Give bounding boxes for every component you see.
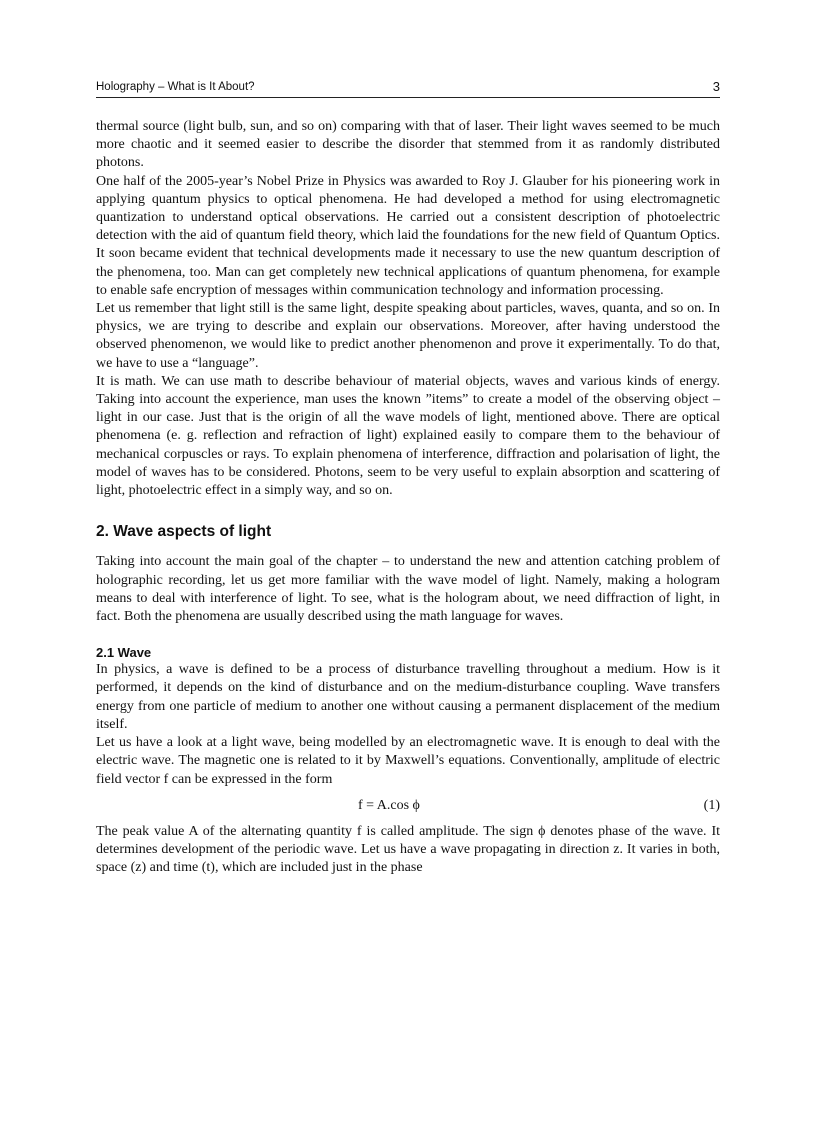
paragraph: It is math. We can use math to describe behaviour of material objects, waves and various kinds of energy. Taking into account the experience, man uses the known ”items” to create a model of the observing object – light in our case. Just that is the origin of all the wave models of light, mentioned above. There are optical phenomena (e. g. reflection and refraction of light) explained easily to compare them to the behaviour of mechanical corpuscles or rays. To explain phenomena of interference, diffraction and polarisation of light, the model of waves has to be considered. Photons, seem to be very useful to explain absorption and scattering of light, photoelectric effect in a simply way, and so on. — [96, 373, 720, 499]
equation-number: (1) — [703, 797, 720, 813]
paragraph: In physics, a wave is defined to be a process of disturbance travelling throughout a medium. How is it performed, it depends on the kind of disturbance and on the medium-disturbance coupling. Wave transfers energy from one particle of medium to another one without causing a permanent displacement of the medium itself. — [96, 662, 720, 732]
paragraph: Let us have a look at a light wave, being modelled by an electromagnetic wave. It is enough to deal with the electric wave. The magnetic one is related to it by Maxwell’s equations. Conventionally, amplitude of electric field vector f can be expressed in the form — [96, 735, 720, 787]
paragraph: Taking into account the main goal of the chapter – to understand the new and attention catching problem of holographic recording, let us get more familiar with the wave model of light. Namely, making a hologram means to deal with interference of light. To see, what is the hologram about, we need diffraction of light, in fact. Both the phenomena are usually described using the math language for waves. — [96, 554, 720, 625]
page-number: 3 — [712, 79, 720, 94]
equation — [96, 796, 720, 816]
section-heading: 2. Wave aspects of light — [96, 523, 272, 541]
page-body — [96, 118, 720, 877]
paragraph: The peak value A of the alternating quantity f is called amplitude. The sign ϕ denotes phase of the wave. It determines development of the periodic wave. Let us have a wave propagating in direction z. It varies in both, space (z) and time (t), which are included just in the phase — [96, 823, 720, 876]
paragraph: One half of the 2005-year’s Nobel Prize in Physics was awarded to Roy J. Glauber for his pioneering work in applying quantum physics to optical phenomena. He had developed a method for using electromagnetic quantization to understand optical observations. He carried out a consistent description of photoelectric detection with the aid of quantum field theory, which laid the foundations for the new field of Quantum Optics. It soon became evident that technical developments made it necessary to use the new quantum description of the phenomena, too. Man can get completely new technical applications of quantum phenomena, for example to enable safe encryption of messages within communication technology and information processing. — [96, 173, 720, 298]
running-title: Holography – What is It About? — [96, 81, 255, 93]
paragraph: Let us remember that light still is the same light, despite speaking about particles, waves, quanta, and so on. In physics, we are trying to describe and explain our observations. Moreover, after having understood the observed phenomenon, we would like to predict another phenomenon and prove it experimentally. To do that, we have to use a “language”. — [96, 301, 720, 371]
equation-formula: f = A.cos ϕ — [358, 797, 420, 813]
paragraph: thermal source (light bulb, sun, and so on) comparing with that of laser. Their light waves seemed to be much more chaotic and it seemed easier to describe the disorder that stemmed from it as randomly distributed photons. — [96, 119, 720, 171]
running-header — [96, 79, 720, 98]
subsection-heading: 2.1 Wave — [96, 645, 152, 661]
